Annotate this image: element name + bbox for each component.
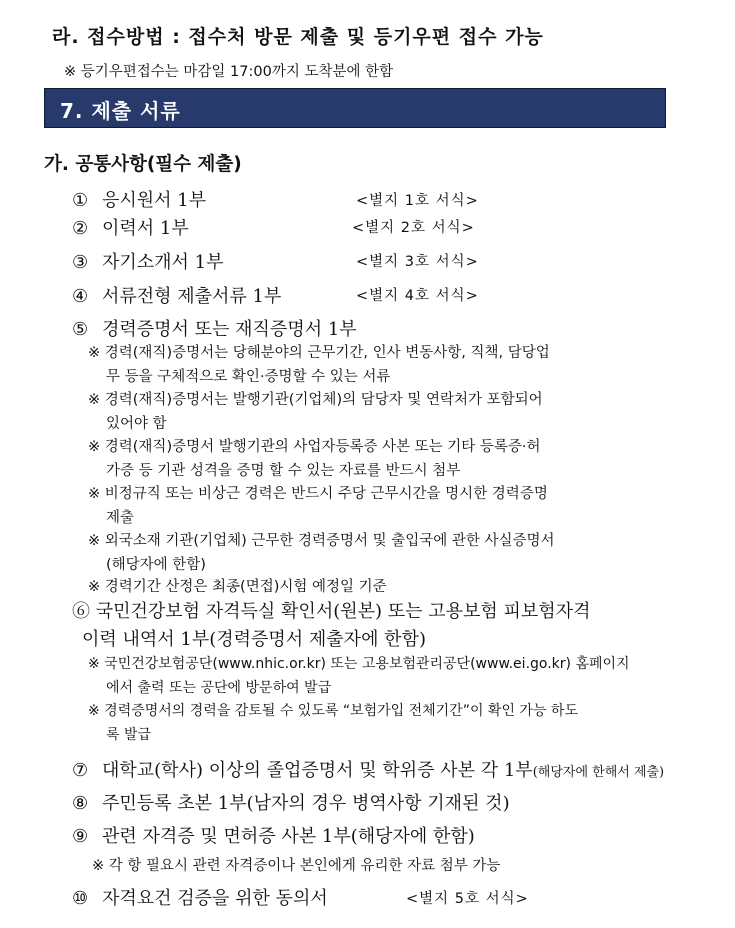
note-line: 에서 출력 또는 공단에 방문하여 발급 (106, 679, 332, 696)
list-item (72, 282, 281, 308)
item-label: 관련 자격증 및 면허증 사본 1부(해당자에 한함) (102, 826, 475, 847)
note-item: ※ 각 항 필요시 관련 자격증이나 본인에게 유리한 자료 첨부 가능 (92, 858, 501, 874)
item-number: ① (72, 190, 89, 211)
item-number: ③ (72, 252, 89, 273)
list-item (72, 822, 475, 848)
note-item (88, 700, 678, 747)
item-form: <별지 1호 서식> (356, 193, 479, 209)
item-label: 자격요건 검증을 위한 동의서 (102, 888, 328, 909)
note-line: (해당자에 한함) (106, 556, 206, 573)
note-line: ※ 비정규직 또는 비상근 경력은 반드시 주당 근무시간을 명시한 경력증명 (88, 486, 548, 502)
item-form: <별지 4호 서식> (356, 288, 479, 304)
item-number: ⑤ (72, 319, 89, 340)
note-line: ※ 국민건강보험공단(www.nhic.or.kr) 또는 고용보험관리공단(www.ei.go.kr) 홈페이지 (88, 656, 630, 672)
item-label: 서류전형 제출서류 1부 (102, 286, 282, 307)
item-label-continued: 이력 내역서 1부(경력증명서 제출자에 한함) (82, 629, 426, 650)
note-item (88, 436, 670, 483)
list-item (72, 598, 692, 654)
item-form: <별지 3호 서식> (356, 254, 479, 270)
note-line: 있어야 함 (106, 415, 167, 432)
item-number: ⑨ (72, 826, 89, 847)
note-item (88, 530, 670, 577)
item-form: <별지 5호 서식> (406, 891, 529, 907)
note-item (88, 342, 670, 389)
note-line: ※ 경력기간 산정은 최종(면접)시험 예정일 기준 (88, 579, 387, 595)
note-line: 제출 (106, 509, 135, 526)
note-line: 가증 등 기관 성격을 증명 할 수 있는 자료를 반드시 첨부 (106, 462, 461, 479)
item-label: 자기소개서 1부 (102, 252, 224, 273)
item-label: 응시원서 1부 (102, 190, 207, 211)
section-ga-heading: 가. 공통사항(필수 제출) (44, 154, 242, 175)
item-label: 경력증명서 또는 재직증명서 1부 (102, 319, 357, 340)
note-item (88, 576, 670, 600)
list-item (72, 884, 328, 910)
note-line: ※ 경력(재직)증명서는 발행기관(기업체)의 담당자 및 연락처가 포함되어 (88, 392, 543, 408)
note-item (88, 653, 678, 700)
note-line: ※ 경력(재직)증명서 발행기관의 사업자등록증 사본 또는 기타 등록증·허 (88, 439, 541, 455)
item-note-small: (해당자에 한해서 제출) (532, 765, 665, 780)
item-label: ⑥ 국민건강보험 자격득실 확인서(원본) 또는 고용보험 피보험자격 (72, 601, 591, 622)
item-label: 주민등록 초본 1부(남자의 경우 병역사항 기재된 것) (102, 793, 510, 814)
list-item (72, 315, 357, 341)
item-label: 이력서 1부 (102, 218, 189, 239)
note-line: 록 발급 (106, 726, 152, 743)
note-line: ※ 경력증명서의 경력을 감토될 수 있도록 “보험가입 전체기간”이 확인 가능 하도 (88, 703, 578, 719)
item-number: ⑦ (72, 760, 89, 781)
item-number: ④ (72, 286, 89, 307)
registered-mail-note: ※ 등기우편접수는 마감일 17:00까지 도착분에 한함 (64, 64, 394, 80)
list-item (72, 186, 206, 212)
item-number: ⑧ (72, 793, 89, 814)
list-item (72, 214, 189, 240)
item-form: <별지 2호 서식> (352, 220, 475, 236)
item-number: ② (72, 218, 89, 239)
note-item (88, 483, 670, 530)
note-line: ※ 경력(재직)증명서는 당해분야의 근무기간, 인사 변동사항, 직책, 담당업 (88, 345, 550, 361)
item-number: ⑩ (72, 888, 89, 909)
list-item (72, 248, 224, 274)
item-label: 대학교(학사) 이상의 졸업증명서 및 학위증 사본 각 1부 (102, 760, 533, 781)
section-ra-heading: 라. 접수방법 : 접수처 방문 제출 및 등기우편 접수 가능 (52, 26, 544, 48)
note-line: ※ 외국소재 기관(기업체) 근무한 경력증명서 및 출입국에 관한 사실증명서 (88, 533, 555, 549)
section7-title: 7. 제출 서류 (60, 99, 181, 123)
list-item (72, 756, 664, 782)
note-item (88, 389, 670, 436)
list-item (72, 789, 510, 815)
note-line: 무 등을 구체적으로 확인·증명할 수 있는 서류 (106, 368, 391, 385)
